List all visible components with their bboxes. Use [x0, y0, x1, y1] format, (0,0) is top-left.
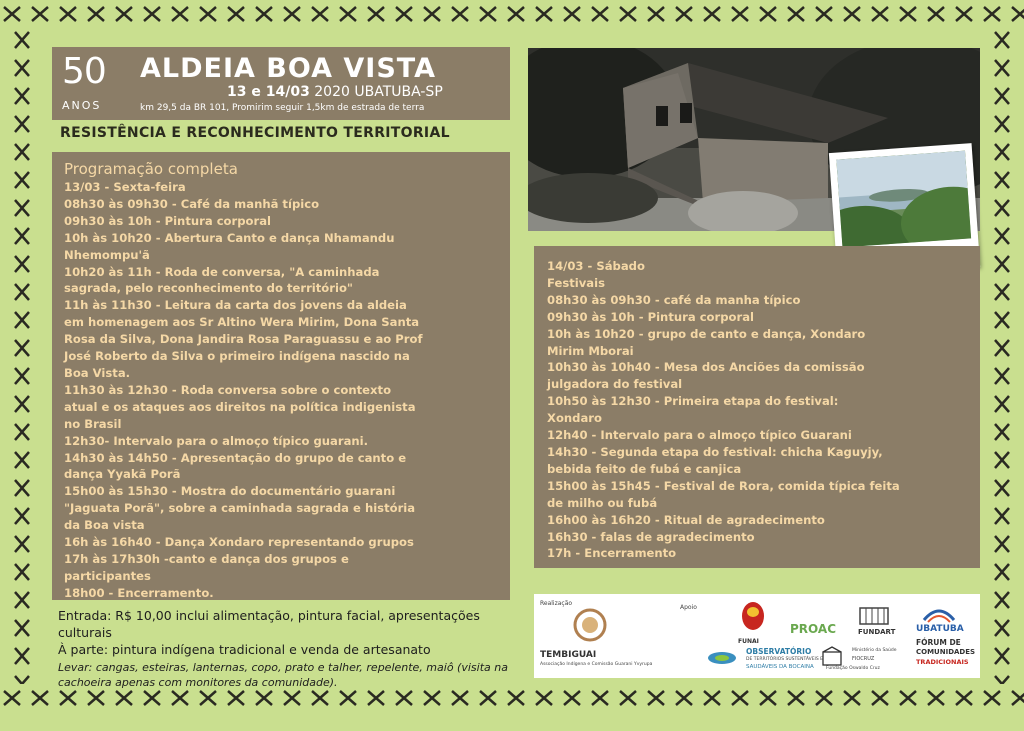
border-bottom	[0, 688, 1024, 708]
forum-line2: COMUNIDADES	[916, 648, 976, 656]
tembiguai-logo	[572, 608, 608, 642]
tembiguai-name: TEMBIGUAI	[540, 650, 597, 660]
tembiguai-sub: Associação Indígena e Comissão Guarani Yvyrupa	[540, 662, 653, 667]
dates-days: 13 e 14/03	[227, 84, 310, 100]
event-dates	[227, 84, 443, 100]
saturday-line: 17h - Encerramento	[547, 546, 677, 561]
ministerio-label: Ministério da Saúde	[852, 648, 897, 653]
saturday-line: 16h30 - falas de agradecimento	[547, 529, 755, 544]
program-line: "Jaguata Porã", sobre a caminhada sagrada e história	[64, 501, 416, 516]
program-line: 14h30 às 14h50 - Apresentação do grupo de canto e	[64, 450, 407, 465]
forum-line3: TRADICIONAIS	[916, 658, 969, 666]
border-left-pattern	[12, 28, 32, 684]
program-line: Rosa da Silva, Dona Jandira Rosa Paraguassu e ao Prof	[64, 332, 423, 347]
sponsor-logos	[534, 594, 980, 678]
saturday-line: 16h00 às 16h20 - Ritual de agradecimento	[547, 512, 825, 527]
border-top	[0, 4, 1024, 24]
program-line: em homenagem aos Sr Altino Wera Mirim, Dona Santa	[64, 315, 420, 330]
saturday-panel	[534, 246, 980, 568]
saturday-line: Mirim Mborai	[547, 343, 634, 358]
program-line: 12h30- Intervalo para o almoço típico guarani.	[64, 433, 369, 448]
program-line: 09h30 às 10h - Pintura corporal	[64, 213, 272, 228]
saturday-line: julgadora do festival	[547, 377, 683, 392]
program-line: atual e os ataques aos direitos na política indigenista	[64, 399, 416, 414]
what-to-bring: Levar: cangas, esteiras, lanternas, copo, prato e talher, repelente, maiô (visita na cachoeira apenas com monitores da comunidade).	[58, 661, 508, 689]
bay-view-photo	[836, 151, 971, 248]
entry-price: Entrada: R$ 10,00 inclui alimentação, pintura facial, apresentações culturais	[58, 608, 480, 640]
fiocruz-sub: Fundação Oswaldo Cruz	[826, 666, 880, 671]
fiocruz-logo	[820, 646, 844, 666]
program-line: dança Yyakã Porã	[64, 467, 181, 482]
program-line: no Brasil	[64, 416, 122, 431]
program-line: 16h às 16h40 - Dança Xondaro representando grupos	[64, 535, 414, 550]
border-top-pattern	[0, 4, 1024, 24]
header-panel	[52, 47, 510, 120]
program-line: 15h00 às 15h30 - Mostra do documentário guarani	[64, 484, 396, 499]
funai-logo	[740, 600, 766, 636]
program-line: Nhemompu'ã	[64, 247, 150, 262]
program-line: Boa Vista.	[64, 365, 131, 380]
program-line: participantes	[64, 568, 151, 583]
border-left	[12, 28, 32, 684]
observatorio-line1: OBSERVATÓRIO	[746, 647, 812, 656]
saturday-line: 08h30 às 09h30 - café da manha típico	[547, 292, 801, 307]
saturday-line: 10h às 10h20 - grupo de canto e dança, Xondaro	[547, 326, 866, 341]
program-line: 17h às 17h30h -canto e dança dos grupos e	[64, 551, 349, 566]
program-line: José Roberto da Silva o primeiro indígena nascido na	[64, 349, 410, 364]
event-location: km 29,5 da BR 101, Promirim seguir 1,5km de estrada de terra	[140, 103, 425, 113]
saturday-line: 15h00 às 15h45 - Festival de Rora, comida típica feita	[547, 478, 900, 493]
program-title: Programação completa	[64, 160, 238, 178]
event-title: ALDEIA BOA VISTA	[140, 53, 437, 84]
years-word: ANOS	[62, 99, 102, 112]
program-line: 10h20 às 11h - Roda de conversa, "A caminhada	[64, 264, 380, 279]
observatorio-logo	[706, 650, 738, 666]
saturday-line: 09h30 às 10h - Pintura corporal	[547, 309, 755, 324]
program-list	[64, 179, 500, 602]
program-line: 13/03 - Sexta-feira	[64, 180, 186, 194]
apoio-label: Apoio	[680, 604, 697, 611]
fundart-name: FUNDART	[858, 628, 896, 636]
fundart-logo	[858, 604, 890, 626]
saturday-line: 14h30 - Segunda etapa do festival: chicha Kaguyjy,	[547, 444, 883, 459]
saturday-line: Xondaro	[547, 411, 602, 426]
border-right-pattern	[992, 28, 1012, 684]
funai-name: FUNAI	[738, 638, 759, 645]
program-line: 18h00 - Encerramento.	[64, 585, 214, 600]
extra-services: À parte: pintura indígena tradicional e venda de artesanato	[58, 642, 431, 657]
dates-city: UBATUBA-SP	[354, 84, 443, 100]
event-subtitle: RESISTÊNCIA E RECONHECIMENTO TERRITORIAL	[60, 125, 450, 141]
border-right	[992, 28, 1012, 684]
saturday-line: bebida feito de fubá e canjica	[547, 461, 742, 476]
program-line: sagrada, pelo reconhecimento do território"	[64, 281, 353, 296]
program-line: 11h às 11h30 - Leitura da carta dos jovens da aldeia	[64, 298, 407, 313]
forum-line1: FÓRUM DE	[916, 638, 961, 647]
realizacao-label: Realização	[540, 600, 573, 607]
ubatuba-logo-graphic	[922, 604, 956, 624]
ubatuba-name: UBATUBA	[916, 624, 964, 634]
saturday-line: de milho ou fubá	[547, 495, 658, 510]
saturday-line: Festivais	[547, 275, 605, 290]
saturday-line: 12h40 - Intervalo para o almoço típico Guarani	[547, 428, 852, 443]
program-line: da Boa vista	[64, 518, 145, 533]
border-bottom-pattern	[0, 688, 1024, 708]
footer-info	[58, 607, 528, 690]
saturday-line: 14/03 - Sábado	[547, 259, 645, 273]
program-line: 08h30 às 09h30 - Café da manhã típico	[64, 196, 320, 211]
years-number: 50	[62, 51, 106, 92]
saturday-line: 10h50 às 12h30 - Primeira etapa do festival:	[547, 394, 839, 409]
fiocruz-name: FIOCRUZ	[852, 656, 875, 662]
program-line: 10h às 10h20 - Abertura Canto e dança Nhamandu	[64, 230, 395, 245]
saturday-line: 10h30 às 10h40 - Mesa dos Anciões da comissão	[547, 360, 865, 375]
saturday-list	[547, 258, 970, 562]
observatorio-line3: SAUDÁVEIS DA BOCAINA	[746, 664, 814, 670]
proac-logo: PROAC	[790, 622, 837, 636]
observatorio-line2: DE TERRITÓRIOS SUSTENTÁVEIS E	[746, 657, 824, 662]
program-panel	[52, 152, 510, 600]
program-line: 11h30 às 12h30 - Roda conversa sobre o contexto	[64, 382, 392, 397]
dates-year: 2020	[314, 84, 350, 100]
